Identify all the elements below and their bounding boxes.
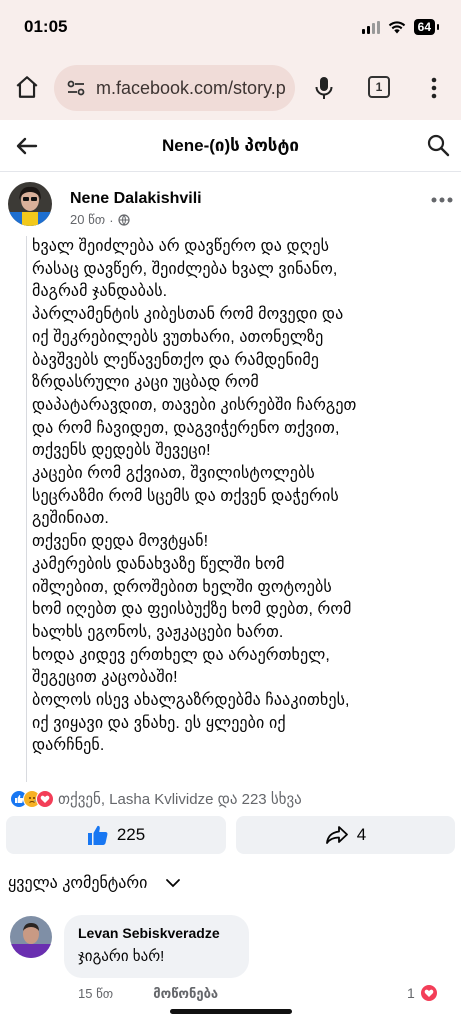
post-text-line: თქვენს დედებს შევეცი! [32, 442, 211, 460]
post-text-line: ბოლოს ისევ ახალგაზრდებმა ჩააკითხეს, [32, 692, 350, 710]
comment-text: ჯიგარი ხარ! [78, 948, 165, 965]
home-icon[interactable] [14, 74, 40, 100]
reactions-summary[interactable] [10, 790, 302, 808]
status-bar [0, 0, 461, 56]
post-text-line: იშლებით, დროშებით ხელში ფოტოებს [32, 578, 332, 596]
page-header [0, 120, 461, 172]
post-text-line: ზრდასრული კაცი უცბად რომ [32, 374, 259, 392]
url-text[interactable]: m.facebook.com/story.p [96, 77, 286, 98]
comment-author[interactable]: Levan Sebiskveradze [78, 925, 220, 941]
like-button[interactable] [6, 816, 226, 854]
post-text-line: თქვენი დედა მოვტყან! [32, 533, 209, 551]
post-text-line: პარლამენტის კიბესთან რომ მოვედი და [32, 306, 344, 324]
post-text-line: ხოდა კიდევ ერთხელ და არაერთხელ, [32, 646, 330, 664]
share-arrow-icon [325, 825, 349, 845]
comments-filter-label[interactable]: ყველა კომენტარი [8, 875, 148, 892]
home-indicator[interactable] [170, 1009, 292, 1014]
post-text-line: სეცრაზმი რომ სცემს და თქვენ დაჭერის [32, 487, 339, 505]
comment-like-count: 1 [407, 985, 415, 1001]
post-text-line: ხომ იღებთ და ფეისბუქზე ხომ დებთ, რომ [32, 601, 352, 619]
love-reaction-icon [420, 984, 438, 1002]
author-name[interactable]: Nene Dalakishvili [70, 190, 202, 207]
comment-time: 15 წთ [78, 986, 114, 1001]
post-options-icon[interactable] [430, 190, 454, 210]
status-time: 01:05 [24, 17, 68, 36]
browser-menu-icon[interactable] [424, 76, 444, 100]
tabs-count-button[interactable]: 1 [368, 76, 390, 98]
commenter-avatar[interactable] [10, 916, 52, 958]
wifi-icon [388, 20, 406, 34]
post-text-line: რასაც დავწერ, შეიძლება ხვალ ვინანო, [32, 260, 338, 278]
meta-separator: · [109, 212, 114, 228]
browser-toolbar [0, 56, 461, 120]
post-text-line: კამერების დანახვაზე წელში ხომ [32, 555, 285, 573]
post-text-line: მაგრამ ჯანდაბას. [32, 283, 168, 301]
battery-icon: 64 [414, 19, 435, 35]
post-text-line: ხალხს ეგონოს, ვაჟკაცები ხართ. [32, 623, 284, 641]
comment-meta [78, 986, 218, 1002]
post-meta [70, 212, 130, 228]
comment-bubble [64, 915, 249, 978]
post-text-line: იქ ვიყავი და ვნახე. ეს ყლეები იქ [32, 714, 286, 732]
post-text-line: კაცები რომ გქვიათ, შვილისტოლებს [32, 465, 315, 483]
chevron-down-icon[interactable] [165, 878, 181, 888]
page-title: Nene-(ი)ს პოსტი [162, 136, 299, 155]
signal-icon [362, 21, 380, 34]
thumbs-up-icon [87, 824, 109, 846]
search-icon[interactable] [426, 133, 450, 157]
post-text-line: დარჩნენ. [32, 737, 105, 755]
share-count: 4 [356, 825, 367, 844]
comment-like-action[interactable]: მოწონება [153, 986, 219, 1001]
status-icons [362, 19, 439, 35]
post-text-line: იქ შეკრებილებს ვუთხარი, ათონელზე [32, 328, 324, 346]
author-avatar[interactable] [8, 182, 52, 226]
post-text-line: და რომ ჩავიდეთ, დაგვიჭერენო თქვით, [32, 419, 340, 437]
post-text-line: გეშინიათ. [32, 510, 109, 528]
url-bar[interactable] [54, 65, 295, 111]
share-button[interactable] [236, 816, 455, 854]
love-reaction-icon [36, 790, 54, 808]
site-settings-icon[interactable] [66, 78, 86, 98]
post-text-line: დაპატარავდით, თავები კისრებში ჩარგეთ [32, 396, 357, 414]
battery-cap [437, 24, 439, 30]
globe-icon [118, 214, 130, 226]
post-body [26, 236, 446, 782]
post-time[interactable]: 20 წთ [70, 212, 106, 227]
post-text-line: ხვალ შეიძლება არ დავწერო და დღეს [32, 238, 330, 255]
post-text-line: ბავშვებს ლეწავენთქო და რამდენიმე [32, 351, 320, 369]
comment-likes[interactable] [407, 984, 438, 1002]
microphone-icon[interactable] [312, 75, 336, 101]
post-text-line: შეგეცით კაცობაში! [32, 669, 178, 687]
like-count: 225 [116, 825, 146, 844]
comments-filter-dropdown[interactable] [8, 873, 181, 893]
reactions-text[interactable]: თქვენ, Lasha Kvlividze და 223 სხვა [58, 791, 302, 808]
